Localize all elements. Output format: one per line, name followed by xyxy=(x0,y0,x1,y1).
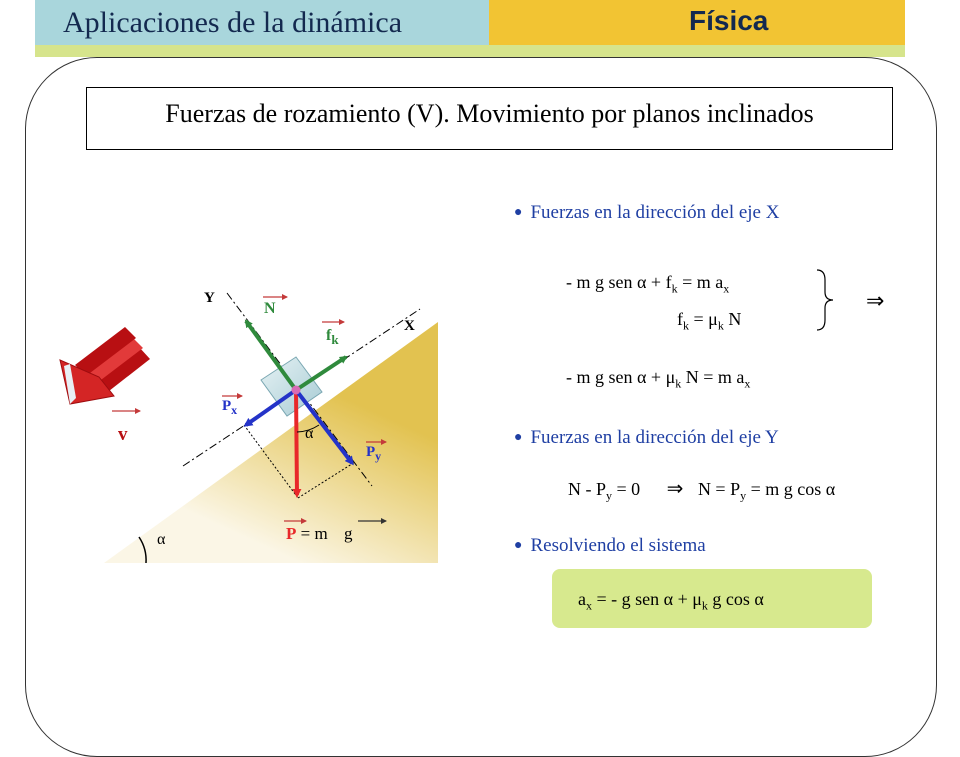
axis-x-label: X xyxy=(404,318,415,334)
equation-x-2-sub: k xyxy=(683,318,689,333)
force-angle-label: α xyxy=(305,425,314,442)
base-angle-label: α xyxy=(157,531,166,548)
friction-force-subscript: k xyxy=(331,332,339,348)
equation-y-a-rhs: = 0 xyxy=(612,479,641,499)
equation-x-2-lhs: f xyxy=(677,309,683,329)
equation-x-2-rhs: N xyxy=(723,309,742,329)
gravity-symbol: g xyxy=(343,524,353,543)
header-topic: Aplicaciones de la dinámica xyxy=(35,0,489,45)
equation-x-3-sub2: x xyxy=(744,376,751,391)
section-y-heading xyxy=(514,427,779,449)
equation-x-1-lhs: - m g sen α + f xyxy=(566,272,672,292)
equation-y-b-sub: y xyxy=(740,488,747,503)
header-subject: Física xyxy=(489,0,905,45)
py-label xyxy=(366,444,381,464)
result-mid-sub: k xyxy=(701,598,708,613)
equation-x-1-sub: k xyxy=(671,281,678,296)
result-equation xyxy=(578,589,764,614)
result-rhs: g cos α xyxy=(707,589,764,609)
px-label xyxy=(222,398,237,418)
implies-icon-x: ⇒ xyxy=(866,288,885,313)
equation-y xyxy=(568,476,835,504)
normal-force-label: N xyxy=(264,300,276,317)
velocity-label: v xyxy=(118,424,128,445)
result-lhs-sub: x xyxy=(586,598,592,613)
implies-icon-y: ⇒ xyxy=(666,478,684,500)
velocity-direction-arrow xyxy=(60,327,150,404)
slide-title: Fuerzas de rozamiento (V). Movimiento por planos inclinados xyxy=(86,87,893,150)
py-subscript: y xyxy=(375,449,382,463)
equation-x-1-rhs: = m a xyxy=(677,272,724,292)
bullet-icon: ● xyxy=(514,205,523,220)
block-center-dot xyxy=(292,386,301,395)
equation-x-2 xyxy=(677,309,741,334)
equation-x-2-mid: = μ xyxy=(689,309,718,329)
equation-y-a-sub: y xyxy=(606,488,613,503)
equation-x-2-sub2: k xyxy=(717,318,724,333)
equation-x-3 xyxy=(566,367,750,392)
result-mid: = - g sen α + μ xyxy=(592,589,702,609)
section-x-heading xyxy=(514,202,779,224)
equation-x-3-rhs: N = m a xyxy=(681,367,745,387)
equation-y-a: N - P xyxy=(568,479,607,499)
equation-x-1 xyxy=(566,272,729,297)
result-lhs: a xyxy=(578,589,586,609)
section-solve-heading xyxy=(514,535,706,557)
equation-x-3-sub: k xyxy=(675,376,682,391)
bullet-icon: ● xyxy=(514,538,523,553)
px-subscript: x xyxy=(231,403,238,417)
equation-x-3-lhs: - m g sen α + μ xyxy=(566,367,676,387)
axis-y-label: Y xyxy=(204,290,215,306)
px-symbol: P xyxy=(222,398,232,414)
system-brace-icon xyxy=(815,268,841,332)
weight-symbol: P xyxy=(286,524,297,543)
weight-label xyxy=(286,524,352,544)
equation-y-b-rhs: = m g cos α xyxy=(746,479,836,499)
equation-y-b: N = P xyxy=(697,479,741,499)
bullet-icon: ● xyxy=(514,430,523,445)
weight-arrow xyxy=(296,390,297,495)
equation-x-1-sub2: x xyxy=(723,281,730,296)
section-x-heading-text: Fuerzas en la dirección del eje X xyxy=(530,202,780,223)
friction-force-label xyxy=(326,327,339,348)
weight-formula: = m xyxy=(300,524,328,543)
friction-force-symbol: f xyxy=(326,327,332,344)
py-symbol: P xyxy=(366,444,376,460)
section-y-heading-text: Fuerzas en la dirección del eje Y xyxy=(530,427,779,448)
section-solve-heading-text: Resolviendo el sistema xyxy=(530,535,706,556)
